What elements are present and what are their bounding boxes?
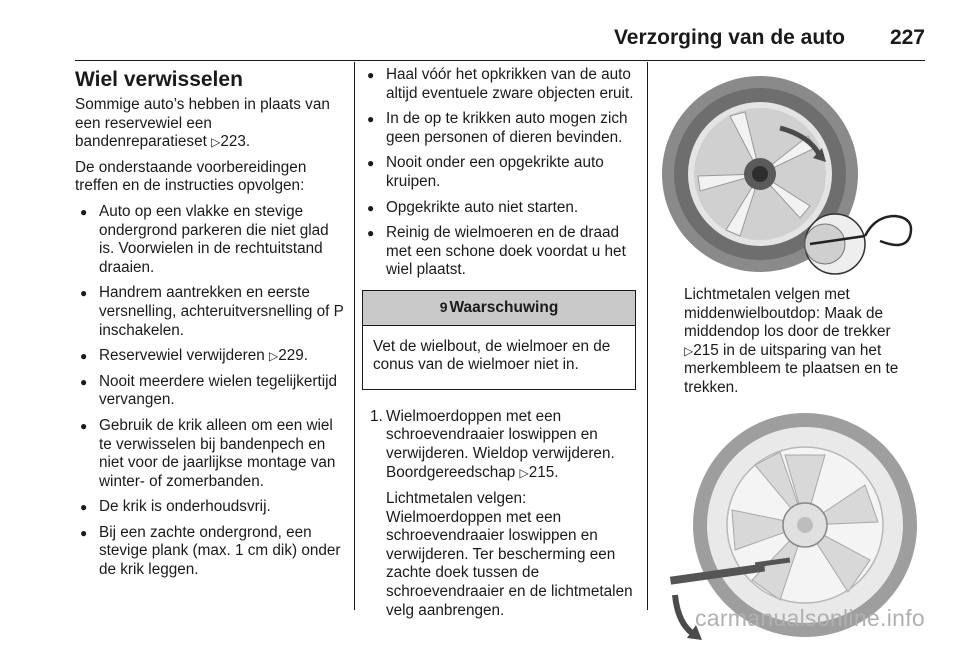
preparation-list xyxy=(75,203,347,580)
step-number: 1. xyxy=(370,407,383,425)
list-item: ● De krik is onderhoudsvrij. xyxy=(75,498,347,517)
step-subparagraph: Lichtmetalen velgen: Wielmoerdoppen met een schroevendraaier loswippen en verwijderen. Ter bescherming een zachte doek tussen de schroevendraaier en de lichtmetalen velg aanbrengen. xyxy=(386,490,633,619)
warning-header xyxy=(363,291,635,326)
page-reference: ▷ 215 xyxy=(684,342,719,359)
safety-list xyxy=(362,66,636,280)
column-divider xyxy=(647,62,648,610)
page-reference: ▷ 229. xyxy=(269,347,308,364)
figure-caption: Lichtmetalen velgen met middenwielboutdop: Maak de middendop los door de trekker ▷ 215 in de uitsparing van het merkembleem te plaatsen en te trekken. xyxy=(660,286,925,398)
warning-icon: 9 xyxy=(439,298,448,315)
list-item: ● Auto op een vlakke en stevige ondergrond parkeren die niet glad is. Voorwielen in de rechtuitstand draaien. xyxy=(75,203,347,277)
column-1 xyxy=(75,62,347,587)
section-title: Verzorging van de auto xyxy=(613,26,845,49)
watermark: carmanualsonline.info xyxy=(694,605,925,631)
list-item: ● Nooit onder een opgekrikte auto kruipen. xyxy=(362,154,636,191)
warning-text: Vet de wielbout, de wielmoer en de conus van de wielmoer niet in. xyxy=(373,337,611,374)
list-item: ● Haal vóór het opkrikken van de auto altijd eventuele zware objecten eruit. xyxy=(362,66,636,103)
section-heading: Wiel verwisselen xyxy=(75,68,243,91)
steps-list xyxy=(362,408,636,621)
list-item: ● Reinig de wielmoeren en de draad met een schone doek voordat u het wiel plaatst. xyxy=(362,224,636,280)
list-item: ● Nooit meerdere wielen tegelijkertijd vervangen. xyxy=(75,373,347,410)
list-item: ● Bij een zachte ondergrond, een stevige plank (max. 1 cm dik) onder de krik leggen. xyxy=(75,524,347,580)
page-header xyxy=(75,22,925,61)
warning-title: Waarschuwing xyxy=(449,298,559,316)
lead-paragraph: De onderstaande voorbereidingen treffen en de instructies opvolgen: xyxy=(75,158,307,195)
list-item: ● Handrem aantrekken en eerste versnelling, achteruitversnelling of P inschakelen. xyxy=(75,284,347,340)
column-divider xyxy=(354,62,355,610)
column-3 xyxy=(660,66,925,650)
column-2 xyxy=(362,62,636,627)
page-reference: ▷ 223. xyxy=(211,133,250,150)
list-item: ● Reservewiel verwijderen ▷ 229. xyxy=(75,347,347,366)
page-number: 227 xyxy=(889,26,925,49)
list-item: ● In de op te krikken auto mogen zich geen personen of dieren bevinden. xyxy=(362,110,636,147)
list-item: ● Gebruik de krik alleen om een wiel te verwisselen bij bandenpech en niet voor de jaarlijkse montage van winter- of zomerbanden. xyxy=(75,417,347,491)
intro-paragraph: Sommige auto’s hebben in plaats van een reservewiel een bandenreparatieset ▷ 223. xyxy=(75,96,347,152)
list-item: ● Opgekrikte auto niet starten. xyxy=(362,199,636,218)
page-reference: ▷ 215. xyxy=(520,464,559,481)
wheel-center-cap-illustration xyxy=(660,66,925,276)
step-item: 1. Wielmoerdoppen met een schroevendraaier loswippen en verwijderen. Wieldop verwijderen. Boordgereedschap ▷ 215. Lichtmetalen velgen: Wielmoerdoppen met een schroevendraaier loswippen en verwijderen. Ter bescherming een zachte doek tussen de schroevendraaier en de lichtmetalen velg aanbrengen. xyxy=(362,408,636,621)
warning-box xyxy=(362,290,636,390)
